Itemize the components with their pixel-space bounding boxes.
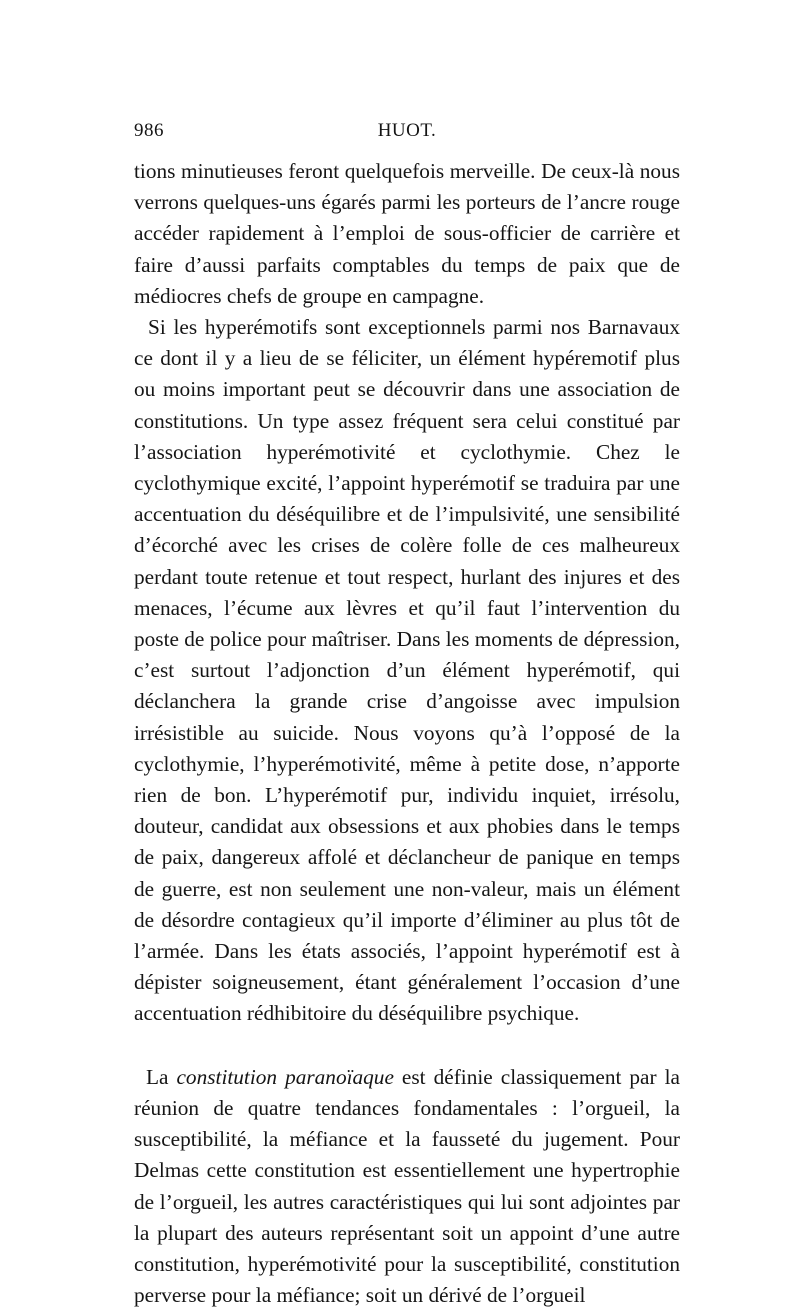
- paragraph-hyperemotivity: Si les hyperémotifs sont exceptionnels parmi nos Barnavaux ce dont il y a lieu de se féliciter, un élément hypéremotif plus ou moins important peut se découvrir dans une association de constitutions. Un type assez fréquent sera celui constitué par l’association hyperémotivité et cyclothymie. Chez le cyclothymique excité, l’appoint hyperémotif se traduira par une accentuation du déséquilibre et de l’impulsivité, une sensibilité d’écorché avec les crises de colère folle de ces malheureux perdant toute retenue et tout respect, hurlant des injures et des menaces, l’écume aux lèvres et qu’il faut l’intervention du poste de police pour maîtriser. Dans les moments de dépression, c’est surtout l’adjonction d’un élément hyperémotif, qui déclanchera la grande crise d’angoisse avec impulsion irrésistible au suicide. Nous voyons qu’à l’opposé de la cyclothymie, l’hyperémotivité, même à petite dose, n’apporte rien de bon. L’hyperémotif pur, individu inquiet, irrésolu, douteur, candidat aux obsessions et aux phobies dans le temps de paix, dangereux affolé et déclancheur de panique en temps de guerre, est non seulement une non-valeur, mais un élément de désordre contagieux qu’il importe d’éliminer au plus tôt de l’armée. Dans les états associés, l’appoint hyperémotif est à dépister soigneusement, étant généralement l’occasion d’une accentuation rédhibitoire du déséquilibre psychique.: [134, 315, 680, 1026]
- paragraph-continuation: tions minutieuses feront quelquefois merveille. De ceux-là nous verrons quelques-uns égarés parmi les porteurs de l’ancre rouge accéder rapidement à l’emploi de sous-officier de carrière et faire d’aussi parfaits comptables du temps de paix que de médiocres chefs de groupe en campagne.: [134, 159, 680, 308]
- running-head: HUOT.: [377, 120, 437, 141]
- page-header: [134, 120, 680, 146]
- paragraph-rest-text: est définie classiquement par la réunion de quatre tendances fondamentales : l’orgueil, la susceptibilité, la méfiance et la fausseté du jugement. Pour Delmas cette constitution est essentiellement une hypertrophie de l’orgueil, les autres caractéristiques qui lui sont adjointes par la plupart des auteurs représentant soit un appoint d’une autre constitution, hyperémotivité pour la susceptibilité, constitution perverse pour la méfiance; soit un dérivé de l’orgueil: [134, 1064, 680, 1308]
- page-number: 986: [134, 120, 164, 141]
- italic-term: constitution paranoïaque: [176, 1064, 394, 1089]
- body-text: [134, 156, 680, 1311]
- paragraph-lead-text: La: [146, 1064, 177, 1089]
- paragraph-paranoid-constitution: [134, 1062, 680, 1311]
